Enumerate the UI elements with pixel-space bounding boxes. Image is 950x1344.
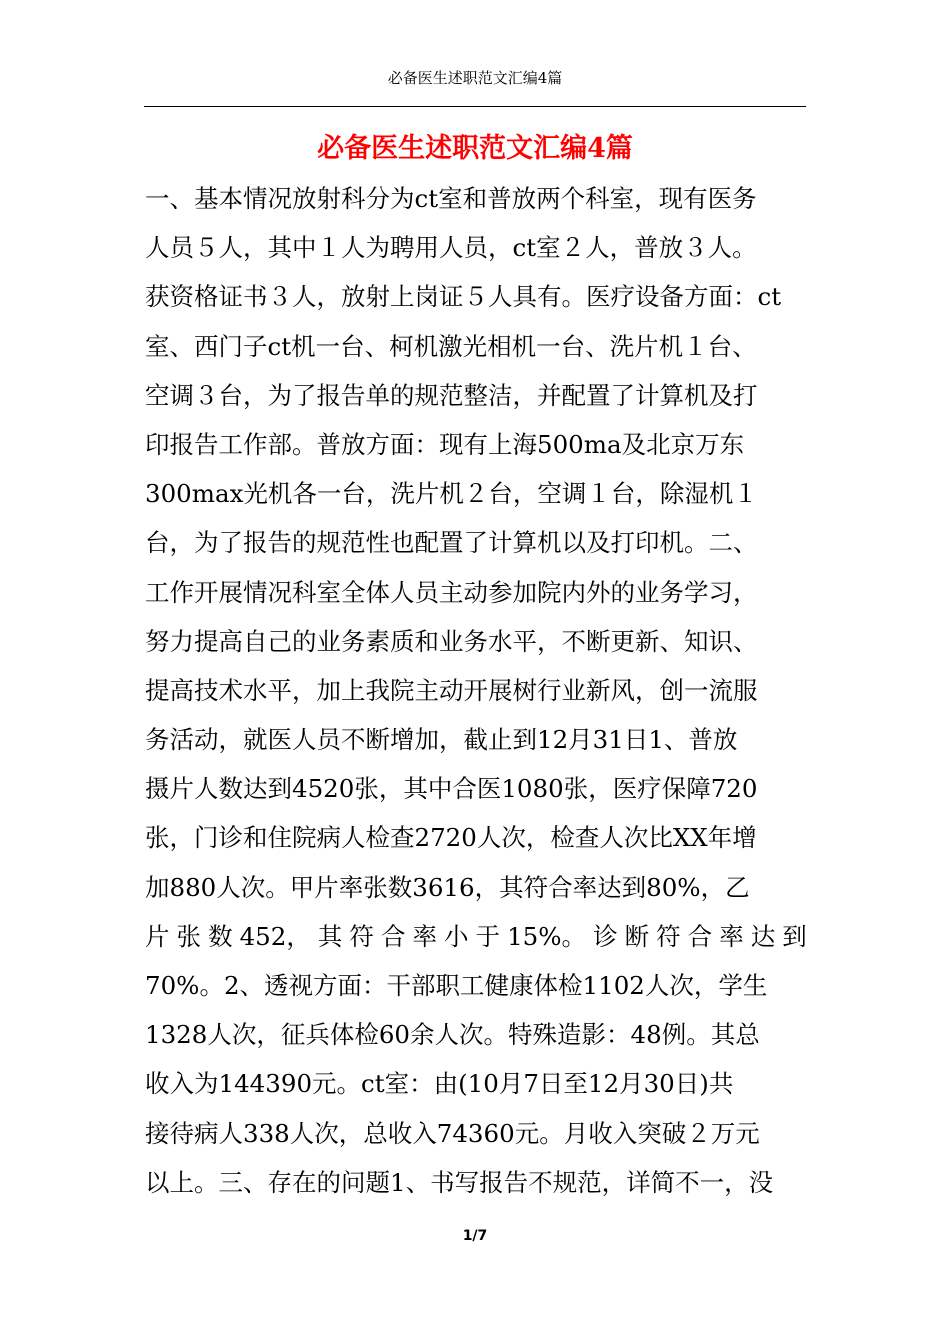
body-line: 摄片人数达到4520张，其中合医1080张，医疗保障720	[145, 774, 758, 804]
justified-glyph: 率	[412, 921, 437, 951]
body-line: 工作开展情况科室全体人员主动参加院内外的业务学习，	[145, 577, 758, 607]
running-header: 必备医生述职范文汇编4篇	[387, 69, 563, 87]
justified-glyph: 诊	[593, 921, 618, 951]
justified-glyph: 其	[317, 921, 343, 951]
justified-glyph: 数	[208, 921, 233, 951]
body-line: 努力提高自己的业务素质和业务水平，不断更新、知识、	[145, 626, 758, 656]
justified-glyph: 于	[475, 921, 501, 951]
justified-glyph: 率	[719, 921, 744, 951]
justified-glyph: 断	[624, 921, 650, 951]
body-line: 获资格证书３人，放射上岗证５人具有。医疗设备方面：ct	[145, 282, 782, 312]
body-line: 台，为了报告的规范性也配置了计算机以及打印机。二、	[145, 528, 758, 558]
body-line: 张，门诊和住院病人检查2720人次，检查人次比XX年增	[145, 823, 757, 853]
body-line: 一、基本情况放射科分为ct室和普放两个科室，现有医务	[145, 184, 757, 213]
body-line-justified	[145, 912, 807, 961]
body-line: 人员５人，其中１人为聘用人员，ct室２人，普放３人。	[145, 233, 757, 263]
body-line: 以上。三、存在的问题1、书写报告不规范，详简不一，没	[145, 1167, 774, 1197]
body-line: 务活动，就医人员不断增加，截止到12月31日1、普放	[145, 725, 738, 755]
body-line: 空调３台，为了报告单的规范整洁，并配置了计算机及打	[145, 380, 758, 410]
justified-glyph: 达	[750, 921, 776, 951]
justified-glyph: 符	[349, 921, 374, 951]
justified-glyph: 小	[444, 921, 469, 951]
body-line: 提高技术水平，加上我院主动开展树行业新风，创一流服	[145, 675, 758, 705]
justified-glyph: 合	[380, 921, 406, 951]
page-number: 1/7	[462, 1228, 488, 1244]
justified-glyph: 到	[782, 921, 807, 951]
justified-glyph: 张	[176, 921, 202, 951]
header-divider	[144, 106, 806, 107]
body-line: 收入为144390元。ct室：由(10月7日至12月30日)共	[145, 1069, 734, 1099]
justified-glyph: 符	[656, 921, 681, 951]
justified-glyph: 合	[687, 921, 713, 951]
body-line: 接待病人338人次，总收入74360元。月收入突破２万元	[145, 1118, 760, 1148]
body-line: 1328人次，征兵体检60余人次。特殊造影：48例。其总	[145, 1020, 760, 1050]
body-line: 70%。2、透视方面：干部职工健康体检1102人次，学生	[145, 971, 768, 1000]
justified-glyph: 片	[145, 921, 170, 951]
body-line: 加880人次。甲片率张数3616，其符合率达到80%，乙	[145, 872, 750, 902]
body-line: 印报告工作部。普放方面：现有上海500ma及北京万东	[145, 429, 745, 459]
body-text	[145, 174, 807, 1207]
justified-glyph: 15%。	[507, 921, 587, 951]
justified-glyph: 452，	[239, 921, 311, 951]
document-title: 必备医生述职范文汇编4篇	[317, 133, 633, 164]
body-line: 300max光机各一台，洗片机２台，空调１台，除湿机１	[145, 479, 758, 509]
body-line: 室、西门子ct机一台、柯机激光相机一台、洗片机１台、	[145, 331, 757, 361]
